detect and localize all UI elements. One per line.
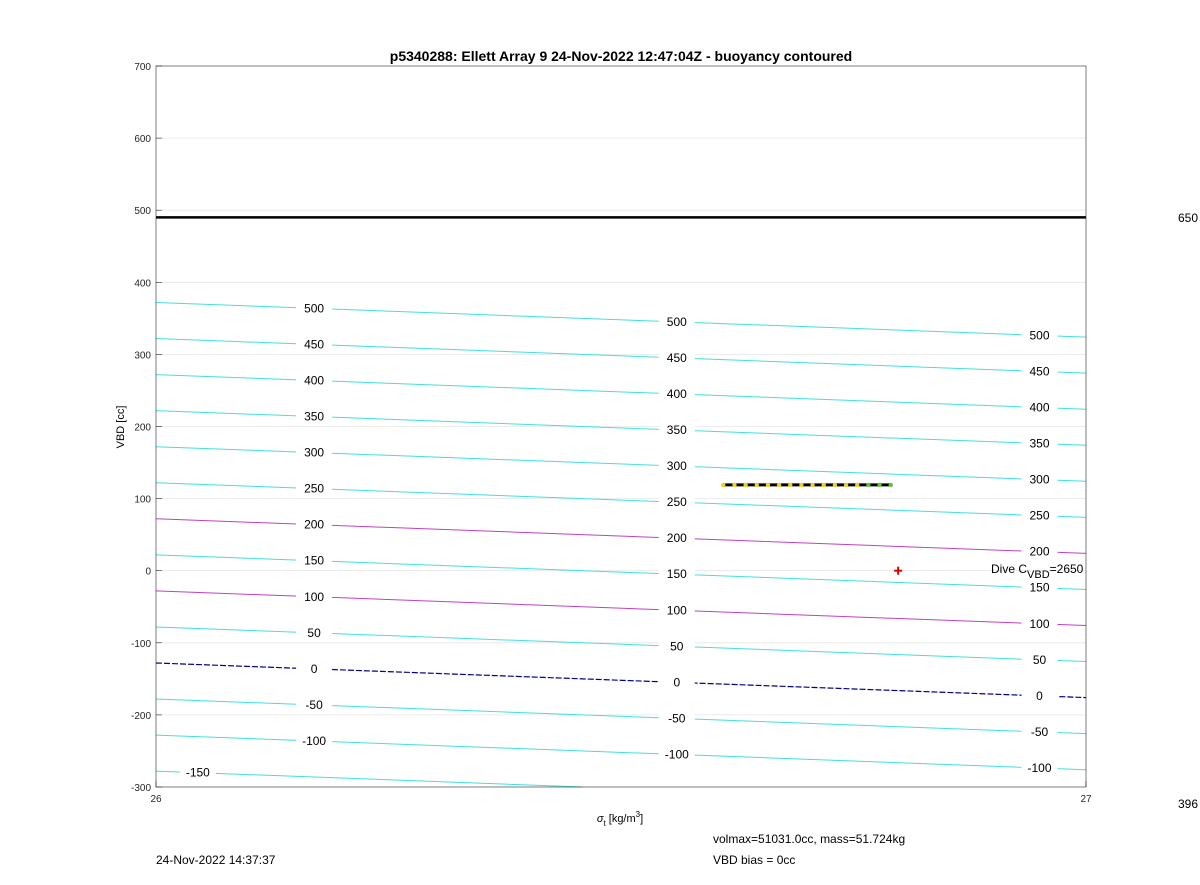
contour-label--100: -100 xyxy=(664,747,689,762)
contour-label-500: 500 xyxy=(304,301,325,316)
contour-label-350: 350 xyxy=(666,423,687,438)
x-axis-label-sup: 3 xyxy=(635,810,641,819)
contour-label-500: 500 xyxy=(1029,328,1050,343)
contour-label-300: 300 xyxy=(304,445,325,460)
chart-title: p5340288: Ellett Array 9 24-Nov-2022 12:47:04Z - buoyancy contoured xyxy=(389,48,853,64)
data-track xyxy=(721,483,902,575)
contour-label-400: 400 xyxy=(304,373,325,388)
contour-label-100: 100 xyxy=(1029,616,1050,631)
contour-label-150: 150 xyxy=(666,567,687,582)
axis-ticks xyxy=(131,62,1092,805)
track-point xyxy=(822,483,826,487)
x-tick-label: 27 xyxy=(1080,794,1092,805)
dive-cvbd-label xyxy=(991,562,1084,581)
contour-label-450: 450 xyxy=(666,350,687,365)
contour-label-300: 300 xyxy=(1029,472,1050,487)
footer-vbd-bias: VBD bias = 0cc xyxy=(713,853,796,867)
x-axis-label-units: [kg/m xyxy=(605,813,636,825)
track-point xyxy=(777,483,781,487)
contour-label-500: 500 xyxy=(666,314,687,329)
contour-labels xyxy=(180,300,1058,779)
y-tick-label: 100 xyxy=(134,494,151,506)
track-point xyxy=(766,483,770,487)
contour-label-250: 250 xyxy=(1029,508,1050,523)
contour-label-0: 0 xyxy=(673,675,681,690)
contour-lines xyxy=(156,302,1086,787)
contour-line-50 xyxy=(156,627,1086,662)
contour-label--100: -100 xyxy=(1027,760,1052,775)
track-point xyxy=(799,483,803,487)
footer-volmax-mass: volmax=51031.0cc, mass=51.724kg xyxy=(713,832,906,846)
track-point xyxy=(866,483,870,487)
x-tick-label: 26 xyxy=(150,794,162,805)
right-label-top: 650 xyxy=(1178,211,1199,225)
x-axis-label-symbol: σ xyxy=(596,813,604,825)
contour-label-50: 50 xyxy=(1032,652,1047,667)
contour-line-450 xyxy=(156,339,1086,374)
track-point xyxy=(721,483,725,487)
track-point xyxy=(833,483,837,487)
contour-line--150 xyxy=(156,771,582,787)
track-point xyxy=(877,483,881,487)
contour-label-0: 0 xyxy=(310,661,318,676)
footer-timestamp: 24-Nov-2022 14:37:37 xyxy=(156,853,276,867)
contour-label-100: 100 xyxy=(666,603,687,618)
contour-label-300: 300 xyxy=(666,459,687,474)
contour-label-50: 50 xyxy=(307,625,321,640)
contour-line-100 xyxy=(156,591,1086,626)
y-tick-label: 700 xyxy=(134,62,151,73)
contour-label-350: 350 xyxy=(304,409,325,424)
contour-line--50 xyxy=(156,699,1086,734)
y-tick-label: 0 xyxy=(145,566,151,578)
y-tick-label: 500 xyxy=(134,206,151,218)
contour-label-150: 150 xyxy=(1029,580,1050,595)
contour-label-400: 400 xyxy=(666,386,687,401)
x-axis-label-units-end: ] xyxy=(640,813,644,825)
contour-label--150: -150 xyxy=(185,765,210,780)
contour-line-250 xyxy=(156,483,1086,518)
track-point xyxy=(732,483,736,487)
x-axis-label-sub: t xyxy=(603,819,606,828)
contour-label--50: -50 xyxy=(1030,724,1049,739)
contour-label-250: 250 xyxy=(666,495,687,510)
contour-label-200: 200 xyxy=(304,517,325,532)
contour-label-450: 450 xyxy=(1029,364,1050,379)
grid-lines xyxy=(156,138,1086,715)
track-point xyxy=(889,483,893,487)
contour-label-250: 250 xyxy=(304,481,325,496)
contour-label-0: 0 xyxy=(1036,688,1043,703)
contour-label--50: -50 xyxy=(668,711,686,726)
contour-line-0 xyxy=(156,663,1086,698)
y-tick-label: -100 xyxy=(130,638,151,650)
dive-label-prefix: Dive C xyxy=(991,562,1028,576)
track-point xyxy=(855,483,859,487)
y-tick-label: 200 xyxy=(134,422,151,434)
contour-label-400: 400 xyxy=(1029,400,1050,415)
contour-label-50: 50 xyxy=(670,639,684,654)
y-tick-label: -200 xyxy=(130,710,151,722)
dive-label-sub: VBD xyxy=(1027,569,1050,581)
x-axis-label xyxy=(597,810,643,828)
y-tick-label: 400 xyxy=(134,278,151,290)
contour-label--100: -100 xyxy=(302,733,327,748)
y-tick-label: 600 xyxy=(134,134,151,146)
contour-line--100 xyxy=(156,735,1086,770)
contour-label-150: 150 xyxy=(304,553,325,568)
y-axis-label: VBD [cc] xyxy=(115,405,127,449)
contour-line-200 xyxy=(156,519,1086,554)
track-point xyxy=(844,483,848,487)
y-tick-label: 300 xyxy=(134,350,151,362)
track-point xyxy=(788,483,792,487)
dive-label-suffix: =2650 xyxy=(1049,562,1084,576)
track-point xyxy=(755,483,759,487)
right-label-bottom: 396 xyxy=(1178,797,1199,811)
contour-label--50: -50 xyxy=(305,697,323,712)
contour-label-200: 200 xyxy=(666,531,687,546)
contour-label-200: 200 xyxy=(1029,544,1050,559)
track-point xyxy=(743,483,747,487)
contour-line-300 xyxy=(156,447,1086,482)
contour-label-100: 100 xyxy=(304,589,325,604)
contour-line-500 xyxy=(156,302,1086,337)
contour-label-450: 450 xyxy=(304,337,325,352)
y-tick-label: -300 xyxy=(130,783,151,794)
contour-line-400 xyxy=(156,375,1086,410)
track-point xyxy=(810,483,814,487)
contour-line-350 xyxy=(156,411,1086,446)
contour-label-350: 350 xyxy=(1029,436,1050,451)
contour-line-150 xyxy=(156,555,1086,590)
